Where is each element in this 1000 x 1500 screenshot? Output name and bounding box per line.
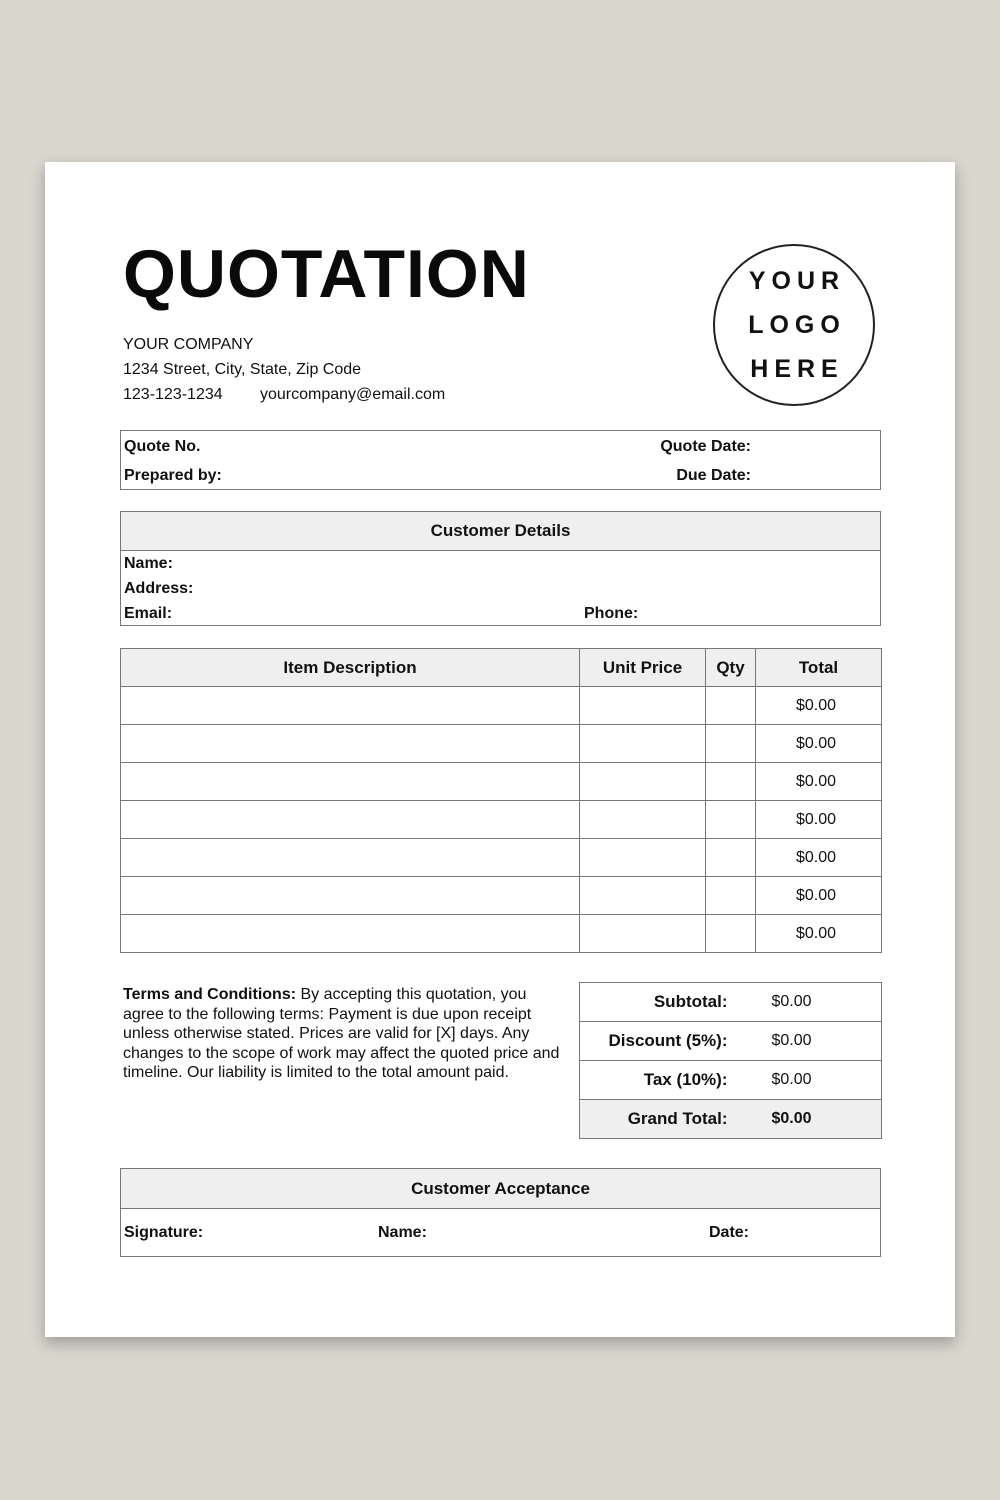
terms-and-conditions <box>123 985 563 1083</box>
customer-address-label: Address: <box>124 580 194 597</box>
discount-row <box>580 1022 882 1061</box>
discount-label: Discount (5%): <box>580 1022 756 1061</box>
subtotal-value: $0.00 <box>756 983 882 1022</box>
customer-name-label: Name: <box>124 555 173 572</box>
item-qty-cell <box>706 687 756 725</box>
table-row <box>121 763 882 801</box>
column-header-description: Item Description <box>121 649 580 687</box>
item-description-cell <box>121 877 580 915</box>
item-unit-price-cell <box>580 763 706 801</box>
table-row <box>121 801 882 839</box>
item-total-cell: $0.00 <box>756 915 882 953</box>
tax-label: Tax (10%): <box>580 1061 756 1100</box>
item-total-cell: $0.00 <box>756 763 882 801</box>
quote-no-label: Quote No. <box>124 438 201 455</box>
item-total-cell: $0.00 <box>756 725 882 763</box>
tax-value: $0.00 <box>756 1061 882 1100</box>
item-description-cell <box>121 801 580 839</box>
item-qty-cell <box>706 915 756 953</box>
subtotal-label: Subtotal: <box>580 983 756 1022</box>
company-name: YOUR COMPANY <box>123 336 254 353</box>
terms-text: By accepting this quotation, you agree to the following terms: Payment is due upon receipt unless otherwise stated. Prices are valid for [X] days. Any changes to the scope of work may affect the quoted price and timeline. Our liability is limited to the total amount paid. <box>123 986 560 1081</box>
grand-total-label: Grand Total: <box>580 1100 756 1139</box>
item-total-cell: $0.00 <box>756 687 882 725</box>
quotation-sheet <box>45 162 955 1337</box>
table-row <box>121 725 882 763</box>
item-description-cell <box>121 839 580 877</box>
discount-value: $0.00 <box>756 1022 882 1061</box>
acceptance-name-label: Name: <box>378 1224 427 1241</box>
item-qty-cell <box>706 801 756 839</box>
item-description-cell <box>121 915 580 953</box>
table-row <box>121 687 882 725</box>
company-email: yourcompany@email.com <box>260 386 446 403</box>
customer-details-box <box>120 511 881 626</box>
customer-phone-label: Phone: <box>584 605 639 622</box>
grand-total-row <box>580 1100 882 1139</box>
item-unit-price-cell <box>580 687 706 725</box>
acceptance-date-label: Date: <box>709 1224 750 1241</box>
item-unit-price-cell <box>580 725 706 763</box>
page-title: QUOTATION <box>123 236 530 312</box>
item-qty-cell <box>706 725 756 763</box>
customer-acceptance-header: Customer Acceptance <box>121 1169 880 1209</box>
logo-line: LOGO <box>748 311 846 339</box>
item-total-cell: $0.00 <box>756 801 882 839</box>
item-unit-price-cell <box>580 801 706 839</box>
column-header-qty: Qty <box>706 649 756 687</box>
grand-total-value: $0.00 <box>756 1100 882 1139</box>
table-row <box>121 839 882 877</box>
logo-placeholder <box>713 244 875 406</box>
item-description-cell <box>121 725 580 763</box>
item-unit-price-cell <box>580 839 706 877</box>
items-header-row <box>121 649 882 687</box>
due-date-label: Due Date: <box>676 467 751 484</box>
terms-label: Terms and Conditions: <box>123 986 297 1003</box>
item-description-cell <box>121 763 580 801</box>
item-total-cell: $0.00 <box>756 839 882 877</box>
logo-line: YOUR <box>748 267 846 295</box>
column-header-unit-price: Unit Price <box>580 649 706 687</box>
item-description-cell <box>121 687 580 725</box>
table-row <box>121 915 882 953</box>
item-qty-cell <box>706 877 756 915</box>
prepared-by-label: Prepared by: <box>124 467 222 484</box>
customer-acceptance-box <box>120 1168 881 1257</box>
signature-label: Signature: <box>124 1224 204 1241</box>
subtotal-row <box>580 983 882 1022</box>
item-qty-cell <box>706 839 756 877</box>
item-unit-price-cell <box>580 915 706 953</box>
quote-date-label: Quote Date: <box>660 438 751 455</box>
company-phone: 123-123-1234 <box>123 386 223 403</box>
customer-details-header: Customer Details <box>121 512 880 551</box>
logo-line: HERE <box>750 355 844 383</box>
summary-table <box>579 982 882 1139</box>
column-header-total: Total <box>756 649 882 687</box>
company-address: 1234 Street, City, State, Zip Code <box>123 361 362 378</box>
item-qty-cell <box>706 763 756 801</box>
table-row <box>121 877 882 915</box>
item-total-cell: $0.00 <box>756 877 882 915</box>
items-table <box>120 648 882 953</box>
quote-info-box <box>120 430 881 490</box>
item-unit-price-cell <box>580 877 706 915</box>
tax-row <box>580 1061 882 1100</box>
customer-email-label: Email: <box>124 605 173 622</box>
